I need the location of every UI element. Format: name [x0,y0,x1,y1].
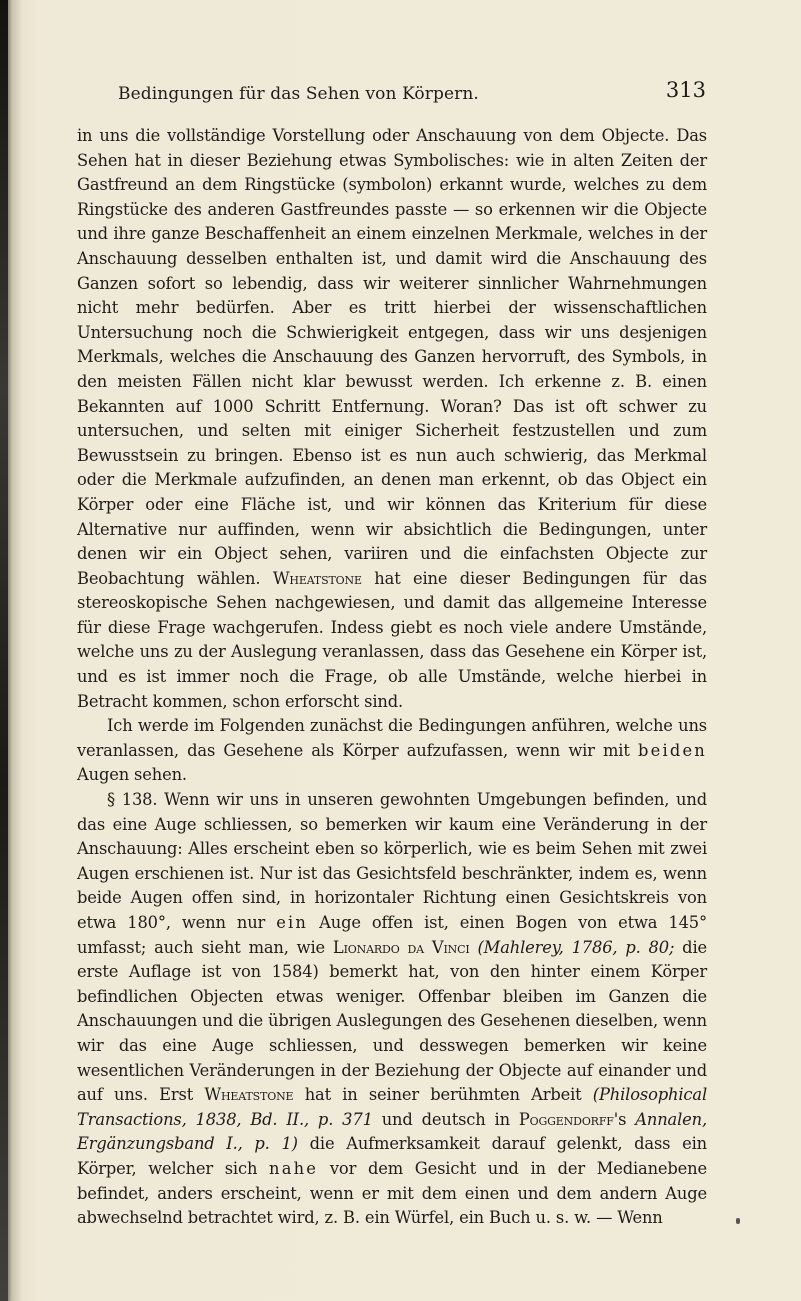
author-leonardo: Lionardo da Vinci [332,937,470,957]
paragraph-2 [77,714,707,788]
author-poggendorff: Poggendorff [518,1109,614,1129]
paragraph-3-text-f: 's [613,1109,636,1129]
paragraph-3-text-h: vor dem Gesicht und in der Medianebene befindet, anders erscheint, wenn er mit dem einen und dem andern Auge abwechselnd betrachtet wird, z. B. ein Würfel, ein Buch u. s. w. — Wenn [77,1158,707,1228]
emphasis-ein: ein [276,913,309,932]
body-text [77,124,707,1231]
paragraph-3-text-a: § 138. Wenn wir uns in unseren gewohnten Umgebungen befinden, und das eine Auge schliessen, so bemerken wir kaum eine Veränderung in der Anschauung: Alles erscheint eben so körperlich, wie es beim Sehen mit zwei Augen erschienen ist. Nur ist das Gesichtsfeld beschränkter, indem es, wenn beide Augen offen sind, in horizontaler Richtung einen Gesichtskreis von etwa 180°, wenn nur [77,790,707,932]
emphasis-nahe: nahe [269,1158,319,1178]
running-head: Bedingungen für das Sehen von Körpern. [118,84,479,104]
paragraph-3 [77,788,707,1231]
citation-mahlerey: (Mahlerey, 1786, p. 80; [469,937,675,957]
paragraph-3-text-c: die erste Auflage ist von 1584) bemerkt hat, von den hinter einem Körper befindlichen Objecten etwas weniger. Offenbar bleiben im Ganzen die Anschauungen und die übrigen Auslegungen des Gesehenen dieselben, wenn wir das eine Auge schliessen, und desswegen bemerken wir keine wesentlichen Veränderungen in der Beziehung der Objecte auf einander und auf uns. Erst [77,937,707,1105]
emphasis-beiden: beiden [637,740,707,760]
paragraph-2-text-a: Ich werde im Folgenden zunächst die Bedingungen anführen, welche uns veranlassen, das Gesehene als Körper aufzufassen, wenn wir mit [77,716,707,760]
page-header [118,78,706,114]
author-wheatstone: Wheatstone [272,568,362,588]
citation-annalen: Annalen, Ergänzungsband I., p. 1) [77,1109,707,1154]
paragraph-1-text: in uns die vollständige Vorstellung oder Anschauung von dem Objecte. Das Sehen hat in dieser Beziehung etwas Symbolisches: wie in alten Zeiten der Gastfreund an dem Ringstücke (symbolon) erkannt wurde, welches zu dem Ringstücke des anderen Gastfreundes passte — so erkennen wir die Objecte und ihre ganze Beschaffenheit an einem einzelnen Merkmale, welches in der Anschauung desselben enthalten ist, und damit wird die Anschauung des Ganzen sofort so lebendig, dass wir weiterer sinnlicher Wahrnehmungen nicht mehr bedürfen. Aber es tritt hierbei der wissenschaftlichen Untersuchung noch die Schwierigkeit entgegen, dass wir uns desjenigen Merkmals, welches die Anschauung des Ganzen hervorruft, des Symbols, in den meisten Fällen nicht klar bewusst werden. Ich erkenne z. B. einen Bekannten auf 1000 Schritt Entfernung. Woran? Das ist oft schwer zu untersuchen, und selten mit einiger Sicherheit festzustellen und zum Bewusstsein zu bringen. Ebenso ist es nun auch schwierig, das Merkmal oder die Merkmale aufzufinden, an denen man erkennt, ob das Object ein Körper oder eine Fläche ist, und wir können das Kriterium für diese Alternative nur auffinden, wenn wir absichtlich die Bedingungen, unter denen wir ein Object sehen, variiren und die einfachsten Objecte zur Beobachtung wählen. [77,126,707,588]
scan-edge [0,0,8,1301]
paragraph-1 [77,124,707,714]
ink-speck [736,1218,740,1224]
citation-philosophical-transactions: (Philosophical Transactions, 1838, Bd. II., p. 371 [77,1085,707,1129]
paragraph-3-text-g: die Aufmerksamkeit darauf gelenkt, dass ein Körper, welcher sich [77,1134,707,1178]
paragraph-2-text-b: Augen sehen. [77,765,187,785]
page-number: 313 [665,78,706,102]
author-wheatstone-2: Wheatstone [204,1085,294,1105]
paragraph-3-text-b: Auge offen ist, einen Bogen von etwa 145° umfasst; auch sieht man, wie [77,913,707,957]
paragraph-3-text-d: hat in seiner berühmten Arbeit [293,1085,593,1105]
paragraph-3-text-e: und deutsch in [372,1109,519,1129]
paragraph-1-tail: hat eine dieser Bedingungen für das stereoskopische Sehen nachgewiesen, und damit das allgemeine Interesse für diese Frage wachgerufen. Indess giebt es noch viele andere Umstände, welche uns zu der Auslegung veranlassen, dass das Gesehene ein Körper ist, und es ist immer noch die Frage, ob alle Umstände, welche hierbei in Betracht kommen, schon erforscht sind. [77,568,707,711]
